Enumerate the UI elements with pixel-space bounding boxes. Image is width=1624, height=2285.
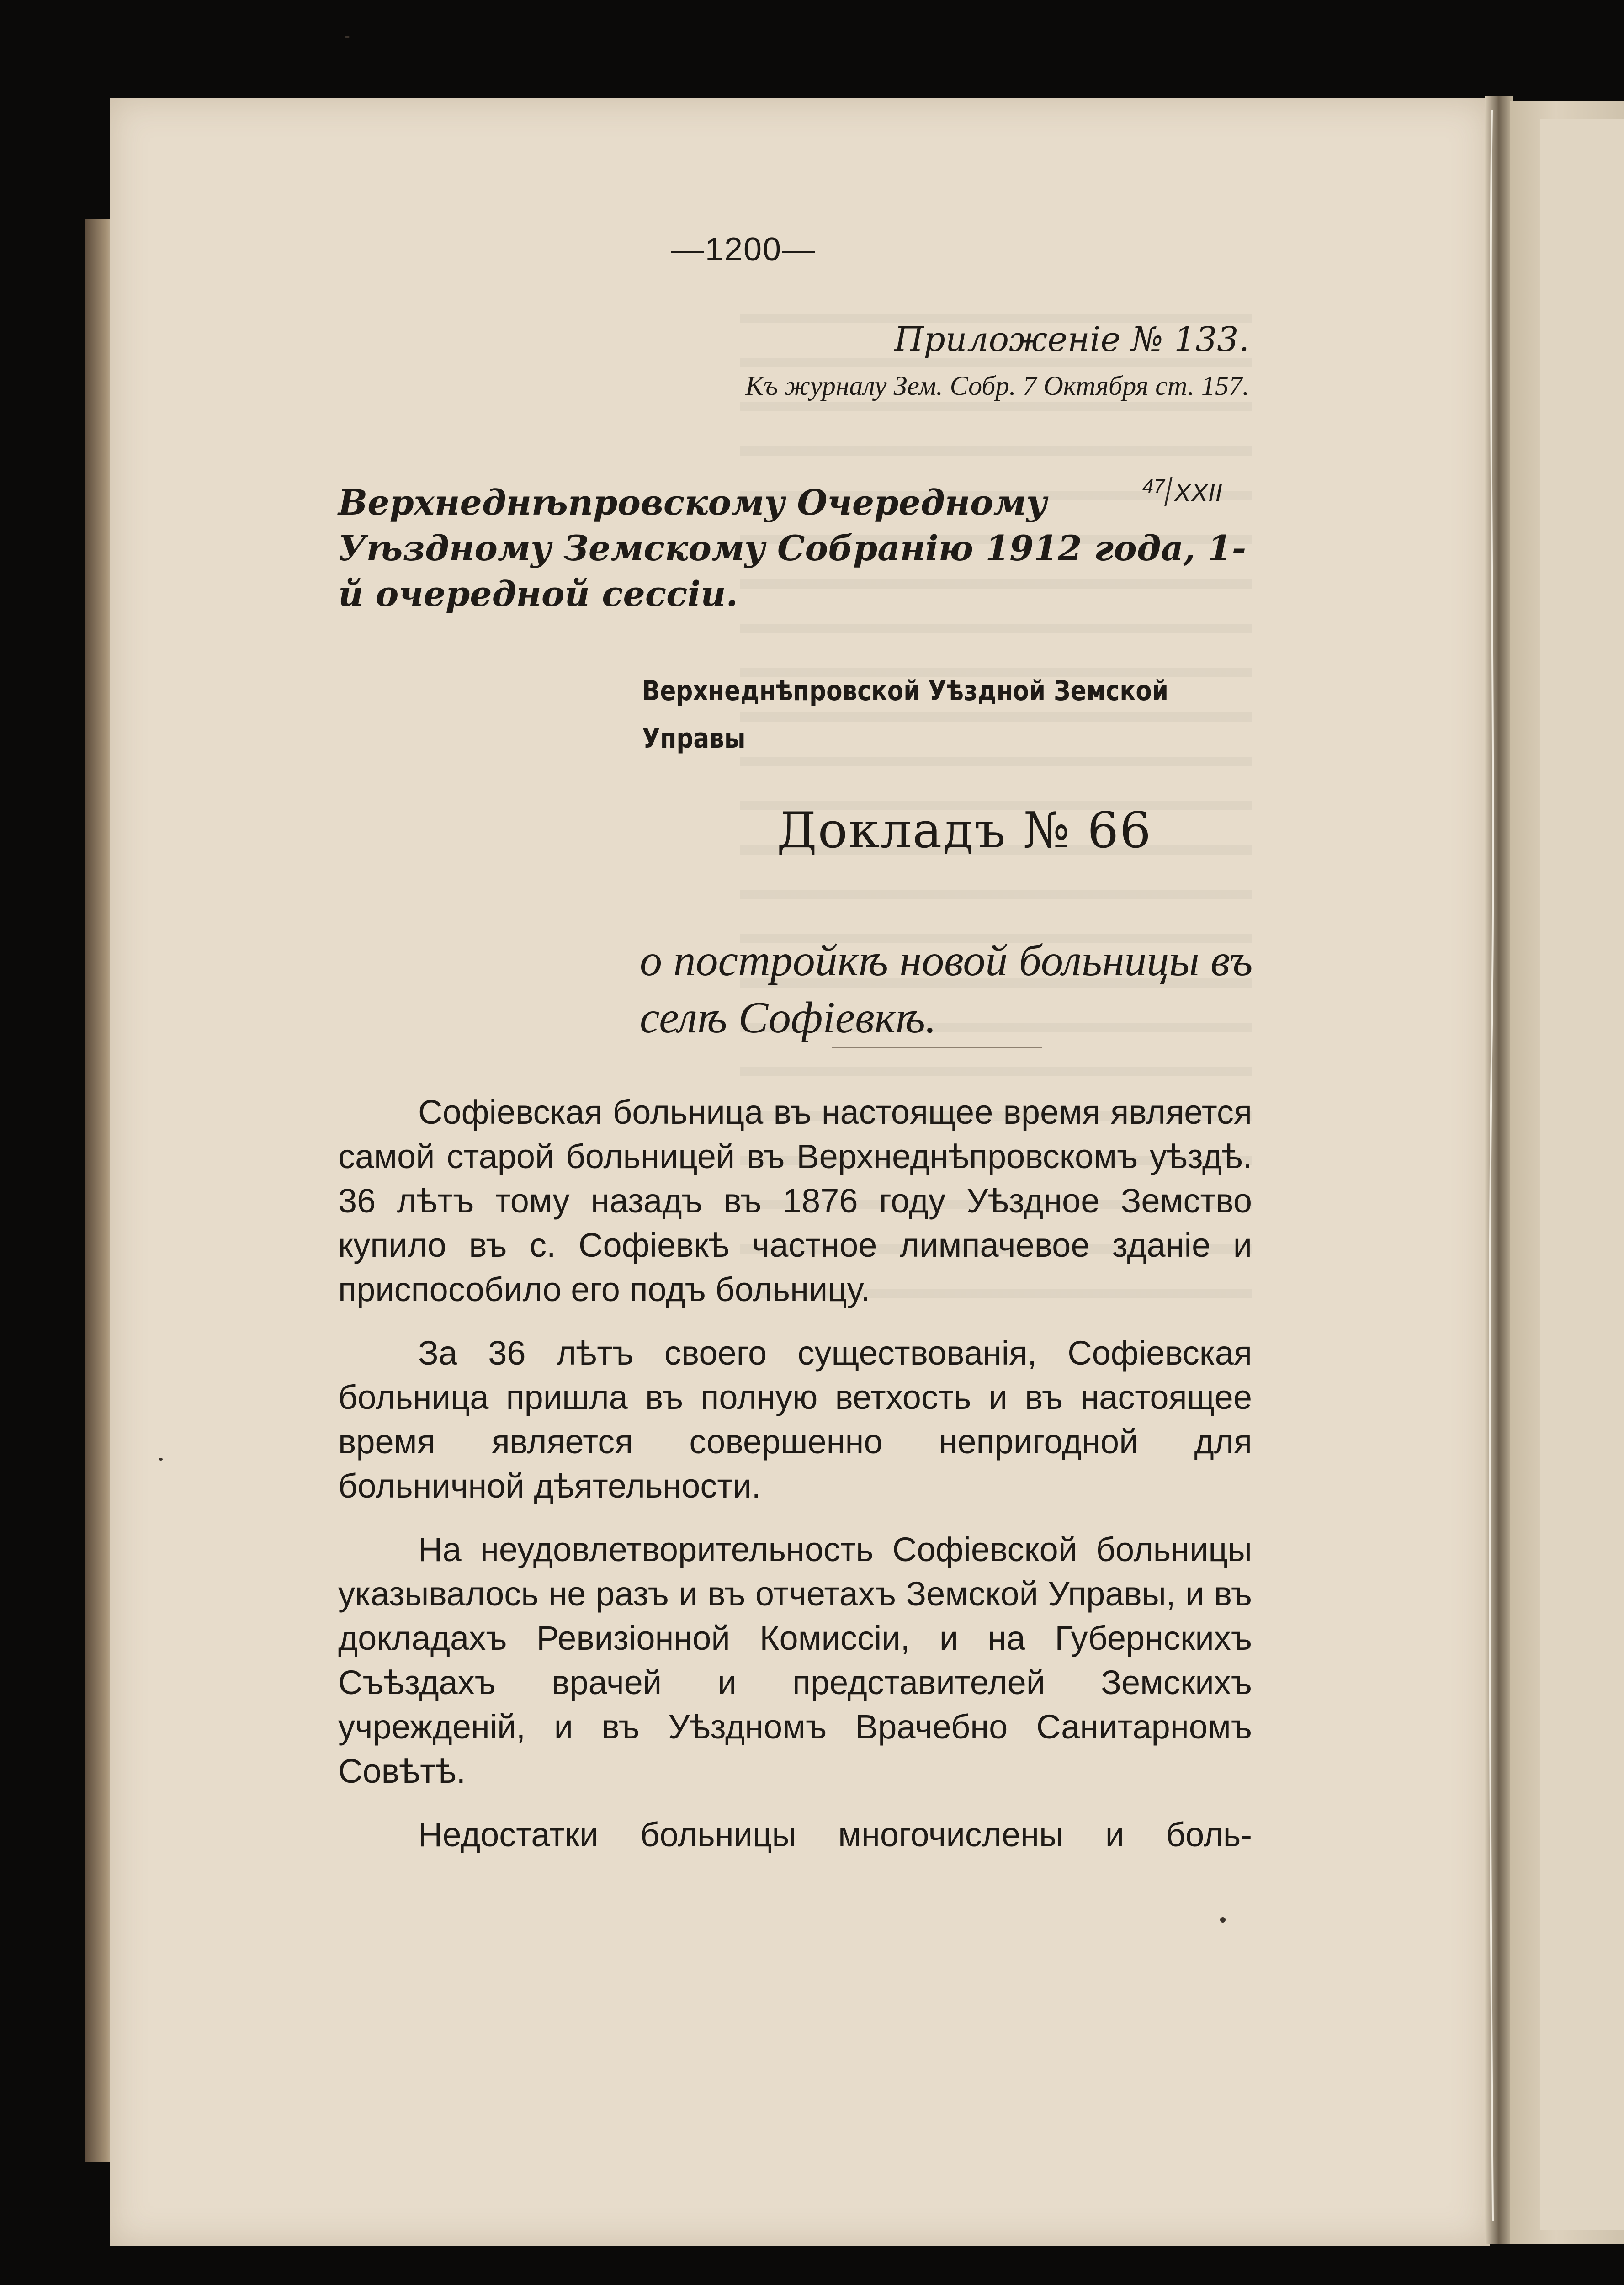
paragraph-3: На неудовлетворительность Софiевской больницы указывалось не разъ и въ отчетахъ Земской Управы, и въ докладахъ Ревизiонной Комиссiи, и на Губернскихъ Съѣздахъ врачей и представителей Земскихъ учрежденiй, и въ Уѣздномъ Врачебно Санитарномъ Совѣтѣ. [338, 1530, 1252, 1790]
report-body [338, 1090, 1252, 1876]
ref-mark-roman: XXII [1173, 478, 1222, 507]
paragraph-1: Софiевская больница въ настоящее время является самой старой больницей въ Верхнеднѣпровскомъ уѣздѣ. 36 лѣтъ тому назадъ въ 1876 году Уѣздное Земство купило въ с. Софiевкѣ частное лимпачевое зданiе и приспособило его подъ больницу. [338, 1093, 1252, 1308]
issuer-heading: Верхнеднѣпровской Уѣздной Земской Управы [642, 675, 1169, 755]
paper-speck [345, 36, 350, 38]
facing-page-paper [1540, 119, 1624, 2230]
paragraph-4: Недостатки больницы многочислены и боль- [418, 1816, 1252, 1854]
report-subject: о постройкѣ новой больницы въ селѣ Софiевкѣ. [640, 936, 1253, 1042]
paper-speck [159, 1458, 163, 1461]
paragraph-2: За 36 лѣтъ своего существованiя, Софiевская больница пришла въ полную ветхость и въ настоящее время является совершенно непригодной для больничной дѣятельности. [338, 1334, 1252, 1505]
report-title: Докладъ № 66 [777, 802, 1152, 859]
journal-reference: Къ журналу Зем. Собр. 7 Октября ст. 157. [745, 371, 1249, 401]
binding-thread [1487, 110, 1497, 2221]
divider-rule [640, 1047, 1234, 1048]
ref-mark-number: 47 [1142, 475, 1165, 498]
appendix-label: Приложенiе № 133. [894, 320, 1249, 359]
addressee-heading: Верхнеднѣпровскому Очередному Уѣздному Земскому Собранiю 1912 года, 1-й очередной сессiи. [338, 482, 1247, 614]
handwritten-reference-mark [1142, 475, 1222, 507]
ref-mark-slash [1164, 477, 1173, 506]
page-number: —1200— [671, 231, 816, 268]
paper-speck [1220, 1917, 1226, 1923]
